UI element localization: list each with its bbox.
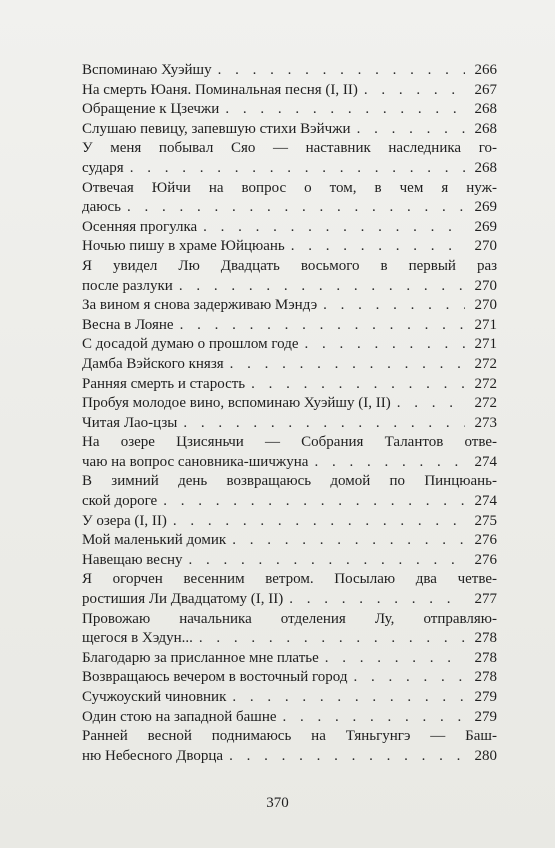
toc-entry-page: 270 bbox=[474, 238, 497, 255]
dot-leader bbox=[189, 551, 465, 571]
toc-entry-line-last bbox=[82, 335, 497, 355]
toc-entry-title: Слушаю певицу, запевшую стихи Вэйчжи bbox=[82, 120, 351, 137]
toc-entry bbox=[82, 512, 497, 532]
toc-entry-title: В зимний день возвращаюсь домой по Пинцюань- bbox=[82, 473, 497, 490]
toc-entry-page: 271 bbox=[474, 336, 497, 353]
toc-entry bbox=[82, 727, 497, 766]
toc-entry-page: 272 bbox=[474, 375, 497, 392]
dot-leader bbox=[183, 414, 465, 434]
toc-entry-title: Дамба Вэйского князя bbox=[82, 355, 224, 372]
toc-entry bbox=[82, 335, 497, 355]
dot-leader bbox=[127, 198, 465, 218]
dot-leader bbox=[180, 316, 465, 336]
toc-entry bbox=[82, 570, 497, 609]
toc-entry bbox=[82, 472, 497, 511]
toc-entry-title: Пробуя молодое вино, вспоминаю Хуэйшу (I, II) bbox=[82, 395, 391, 412]
toc-entry-line-last bbox=[82, 277, 497, 297]
toc-entry-page: 268 bbox=[474, 159, 497, 176]
toc-entry-title: Я огорчен весенним ветром. Посылаю два четве- bbox=[82, 571, 497, 588]
toc-entry-line-last bbox=[82, 512, 497, 532]
dot-leader bbox=[325, 649, 465, 669]
toc-entry-page: 269 bbox=[474, 218, 497, 235]
toc-entry-page: 268 bbox=[474, 120, 497, 137]
toc-entry bbox=[82, 551, 497, 571]
toc-entry-line-last bbox=[82, 394, 497, 414]
toc-entry-line-last bbox=[82, 453, 497, 473]
toc-entry-page: 276 bbox=[474, 551, 497, 568]
toc-entry bbox=[82, 100, 497, 120]
toc-entry-title: Возвращаюсь вечером в восточный город bbox=[82, 669, 348, 686]
toc-entry-title: Весна в Лояне bbox=[82, 316, 174, 333]
toc-entry-title: Провожаю начальника отделения Лу, отправляю- bbox=[82, 610, 497, 627]
toc-entry-title: Я увидел Лю Двадцать восьмого в первый раз bbox=[82, 257, 498, 274]
toc-entry-title: Вспоминаю Хуэйшу bbox=[82, 62, 212, 78]
toc-entry-title: Ранней весной поднимаюсь на Тяньгунгэ — Баш- bbox=[82, 728, 497, 745]
toc-entry bbox=[82, 61, 497, 81]
toc-entry-line-last bbox=[82, 629, 497, 649]
toc-entry-title: ростишия Ли Двадцатому (I, II) bbox=[82, 591, 284, 608]
toc-entry-page: 277 bbox=[474, 591, 497, 608]
dot-leader bbox=[199, 629, 465, 649]
toc-entry bbox=[82, 610, 497, 649]
toc-entry bbox=[82, 218, 497, 238]
toc-entry-line-last bbox=[82, 492, 497, 512]
toc-entry-title: Читая Лао-цзы bbox=[82, 414, 178, 431]
toc-entry bbox=[82, 355, 497, 375]
dot-leader bbox=[225, 100, 465, 120]
toc-entry-line bbox=[82, 257, 497, 277]
toc-entry-line bbox=[82, 179, 497, 199]
dot-leader bbox=[364, 81, 465, 101]
toc-entry-line-last bbox=[82, 159, 497, 179]
toc-entry bbox=[82, 708, 497, 728]
toc-entry-title: щегося в Хэдун... bbox=[82, 630, 193, 647]
toc-entry-line-last bbox=[82, 668, 497, 688]
toc-entry bbox=[82, 531, 497, 551]
dot-leader bbox=[229, 747, 465, 767]
toc-entry-page: 272 bbox=[474, 395, 497, 412]
toc-entry-title: С досадой думаю о прошлом годе bbox=[82, 336, 299, 353]
toc-entry-line-last bbox=[82, 747, 497, 767]
toc-entry-page: 274 bbox=[474, 493, 497, 510]
toc-entry-title: На озере Цзисяньчи — Собрания Талантов отве- bbox=[82, 434, 498, 451]
toc-entry bbox=[82, 81, 497, 101]
toc-entry-line-last bbox=[82, 708, 497, 728]
toc-entry-line bbox=[82, 139, 497, 159]
toc-entry-title: после разлуки bbox=[82, 277, 173, 294]
toc-entry bbox=[82, 668, 497, 688]
toc-entry-line-last bbox=[82, 688, 497, 708]
toc-entry-page: 275 bbox=[474, 512, 497, 529]
dot-leader bbox=[305, 335, 465, 355]
toc-entry-line-last bbox=[82, 81, 497, 101]
dot-leader bbox=[323, 296, 465, 316]
toc-entry-line-last bbox=[82, 61, 497, 81]
toc-entry-page: 278 bbox=[474, 669, 497, 686]
toc-entry-line-last bbox=[82, 375, 497, 395]
toc-entry-line-last bbox=[82, 100, 497, 120]
toc-entry-line-last bbox=[82, 590, 497, 610]
toc-entry bbox=[82, 139, 497, 178]
toc-entry-title: Мой маленький домик bbox=[82, 532, 227, 549]
dot-leader bbox=[289, 590, 465, 610]
toc-entry-title: Обращение к Цзечжи bbox=[82, 101, 220, 118]
toc-entry bbox=[82, 414, 497, 434]
toc-entry-title: У озера (I, II) bbox=[82, 512, 167, 529]
dot-leader bbox=[218, 61, 465, 81]
toc-entry bbox=[82, 394, 497, 414]
toc-entry-line-last bbox=[82, 316, 497, 336]
toc-entry-title: На смерть Юаня. Поминальная песня (I, II) bbox=[82, 81, 358, 98]
toc-entry-title: Ночью пишу в храме Юйцюань bbox=[82, 238, 285, 255]
toc-entry-title: чаю на вопрос сановника-шичжуна bbox=[82, 453, 309, 470]
toc-entry-title: У меня побывал Сяо — наставник наследника го- bbox=[82, 140, 497, 157]
toc-entry-title: Благодарю за присланное мне платье bbox=[82, 649, 319, 666]
toc-entry-line-last bbox=[82, 551, 497, 571]
toc-entry-page: 278 bbox=[474, 649, 497, 666]
toc-entry-line-last bbox=[82, 296, 497, 316]
toc-entry-page: 276 bbox=[474, 532, 497, 549]
toc-entry-title: Навещаю весну bbox=[82, 551, 183, 568]
toc-entry bbox=[82, 237, 497, 257]
toc-entry bbox=[82, 120, 497, 140]
toc-entry-page: 280 bbox=[474, 747, 497, 764]
toc-entry-title: ню Небесного Дворца bbox=[82, 747, 224, 764]
toc-entry-line-last bbox=[82, 218, 497, 238]
toc-entry-page: 269 bbox=[474, 199, 497, 216]
toc-entry-page: 279 bbox=[474, 708, 497, 725]
toc-entry bbox=[82, 179, 497, 218]
dot-leader bbox=[283, 708, 465, 728]
dot-leader bbox=[179, 277, 465, 297]
dot-leader bbox=[173, 512, 465, 532]
dot-leader bbox=[130, 159, 465, 179]
toc-entry bbox=[82, 433, 497, 472]
toc-entry-page: 274 bbox=[474, 453, 497, 470]
toc-entry-page: 270 bbox=[474, 277, 497, 294]
dot-leader bbox=[163, 492, 465, 512]
toc-entry-page: 278 bbox=[474, 630, 497, 647]
dot-leader bbox=[251, 375, 465, 395]
toc-entry-page: 268 bbox=[474, 101, 497, 118]
toc-entry-title: Один стою на западной башне bbox=[82, 708, 277, 725]
toc-entry-title: Отвечая Юйчи на вопрос о том, в чем я нуж- bbox=[82, 179, 497, 196]
dot-leader bbox=[314, 453, 465, 473]
toc-entry-line-last bbox=[82, 120, 497, 140]
toc-entry bbox=[82, 257, 497, 296]
toc-entry-line bbox=[82, 727, 497, 747]
toc-entry-line bbox=[82, 433, 497, 453]
toc-entry-page: 270 bbox=[474, 297, 497, 314]
toc-entry-title: сударя bbox=[82, 159, 124, 176]
toc-entry bbox=[82, 375, 497, 395]
toc-entry-title: Сучжоуский чиновник bbox=[82, 689, 227, 705]
toc-entry-line-last bbox=[82, 649, 497, 669]
toc-entry-title: Осенняя прогулка bbox=[82, 218, 198, 235]
dot-leader bbox=[203, 218, 465, 238]
toc-entry bbox=[82, 688, 497, 708]
toc-entry-title: даюсь bbox=[82, 199, 121, 216]
dot-leader bbox=[291, 237, 465, 257]
toc-entry-page: 267 bbox=[474, 81, 497, 98]
dot-leader bbox=[354, 668, 466, 688]
toc-entry-line bbox=[82, 610, 497, 630]
dot-leader bbox=[397, 394, 465, 414]
toc-entry-line-last bbox=[82, 237, 497, 257]
dot-leader bbox=[230, 355, 465, 375]
toc-entry bbox=[82, 649, 497, 669]
toc-entry bbox=[82, 316, 497, 336]
toc-entry-page: 271 bbox=[474, 316, 497, 333]
toc-entry-page: 273 bbox=[474, 414, 497, 431]
dot-leader bbox=[232, 531, 465, 551]
toc-entry-line-last bbox=[82, 414, 497, 434]
page-number: 370 bbox=[266, 795, 289, 811]
toc-entry-line bbox=[82, 472, 497, 492]
toc-entry-line-last bbox=[82, 198, 497, 218]
toc-entry-page: 272 bbox=[474, 355, 497, 372]
toc-entry-title: Ранняя смерть и старость bbox=[82, 375, 246, 392]
toc-entry-line-last bbox=[82, 355, 497, 375]
toc-entry bbox=[82, 296, 497, 316]
dot-leader bbox=[357, 120, 465, 140]
toc-entry-page: 279 bbox=[474, 689, 497, 705]
toc-entry-page: 266 bbox=[474, 62, 497, 78]
dot-leader bbox=[232, 688, 465, 708]
toc-entry-title: ской дороге bbox=[82, 493, 158, 510]
toc-entry-title: За вином я снова задерживаю Мэндэ bbox=[82, 297, 318, 314]
toc-entry-line bbox=[82, 570, 497, 590]
toc-entry-line-last bbox=[82, 531, 497, 551]
table-of-contents bbox=[82, 61, 497, 766]
